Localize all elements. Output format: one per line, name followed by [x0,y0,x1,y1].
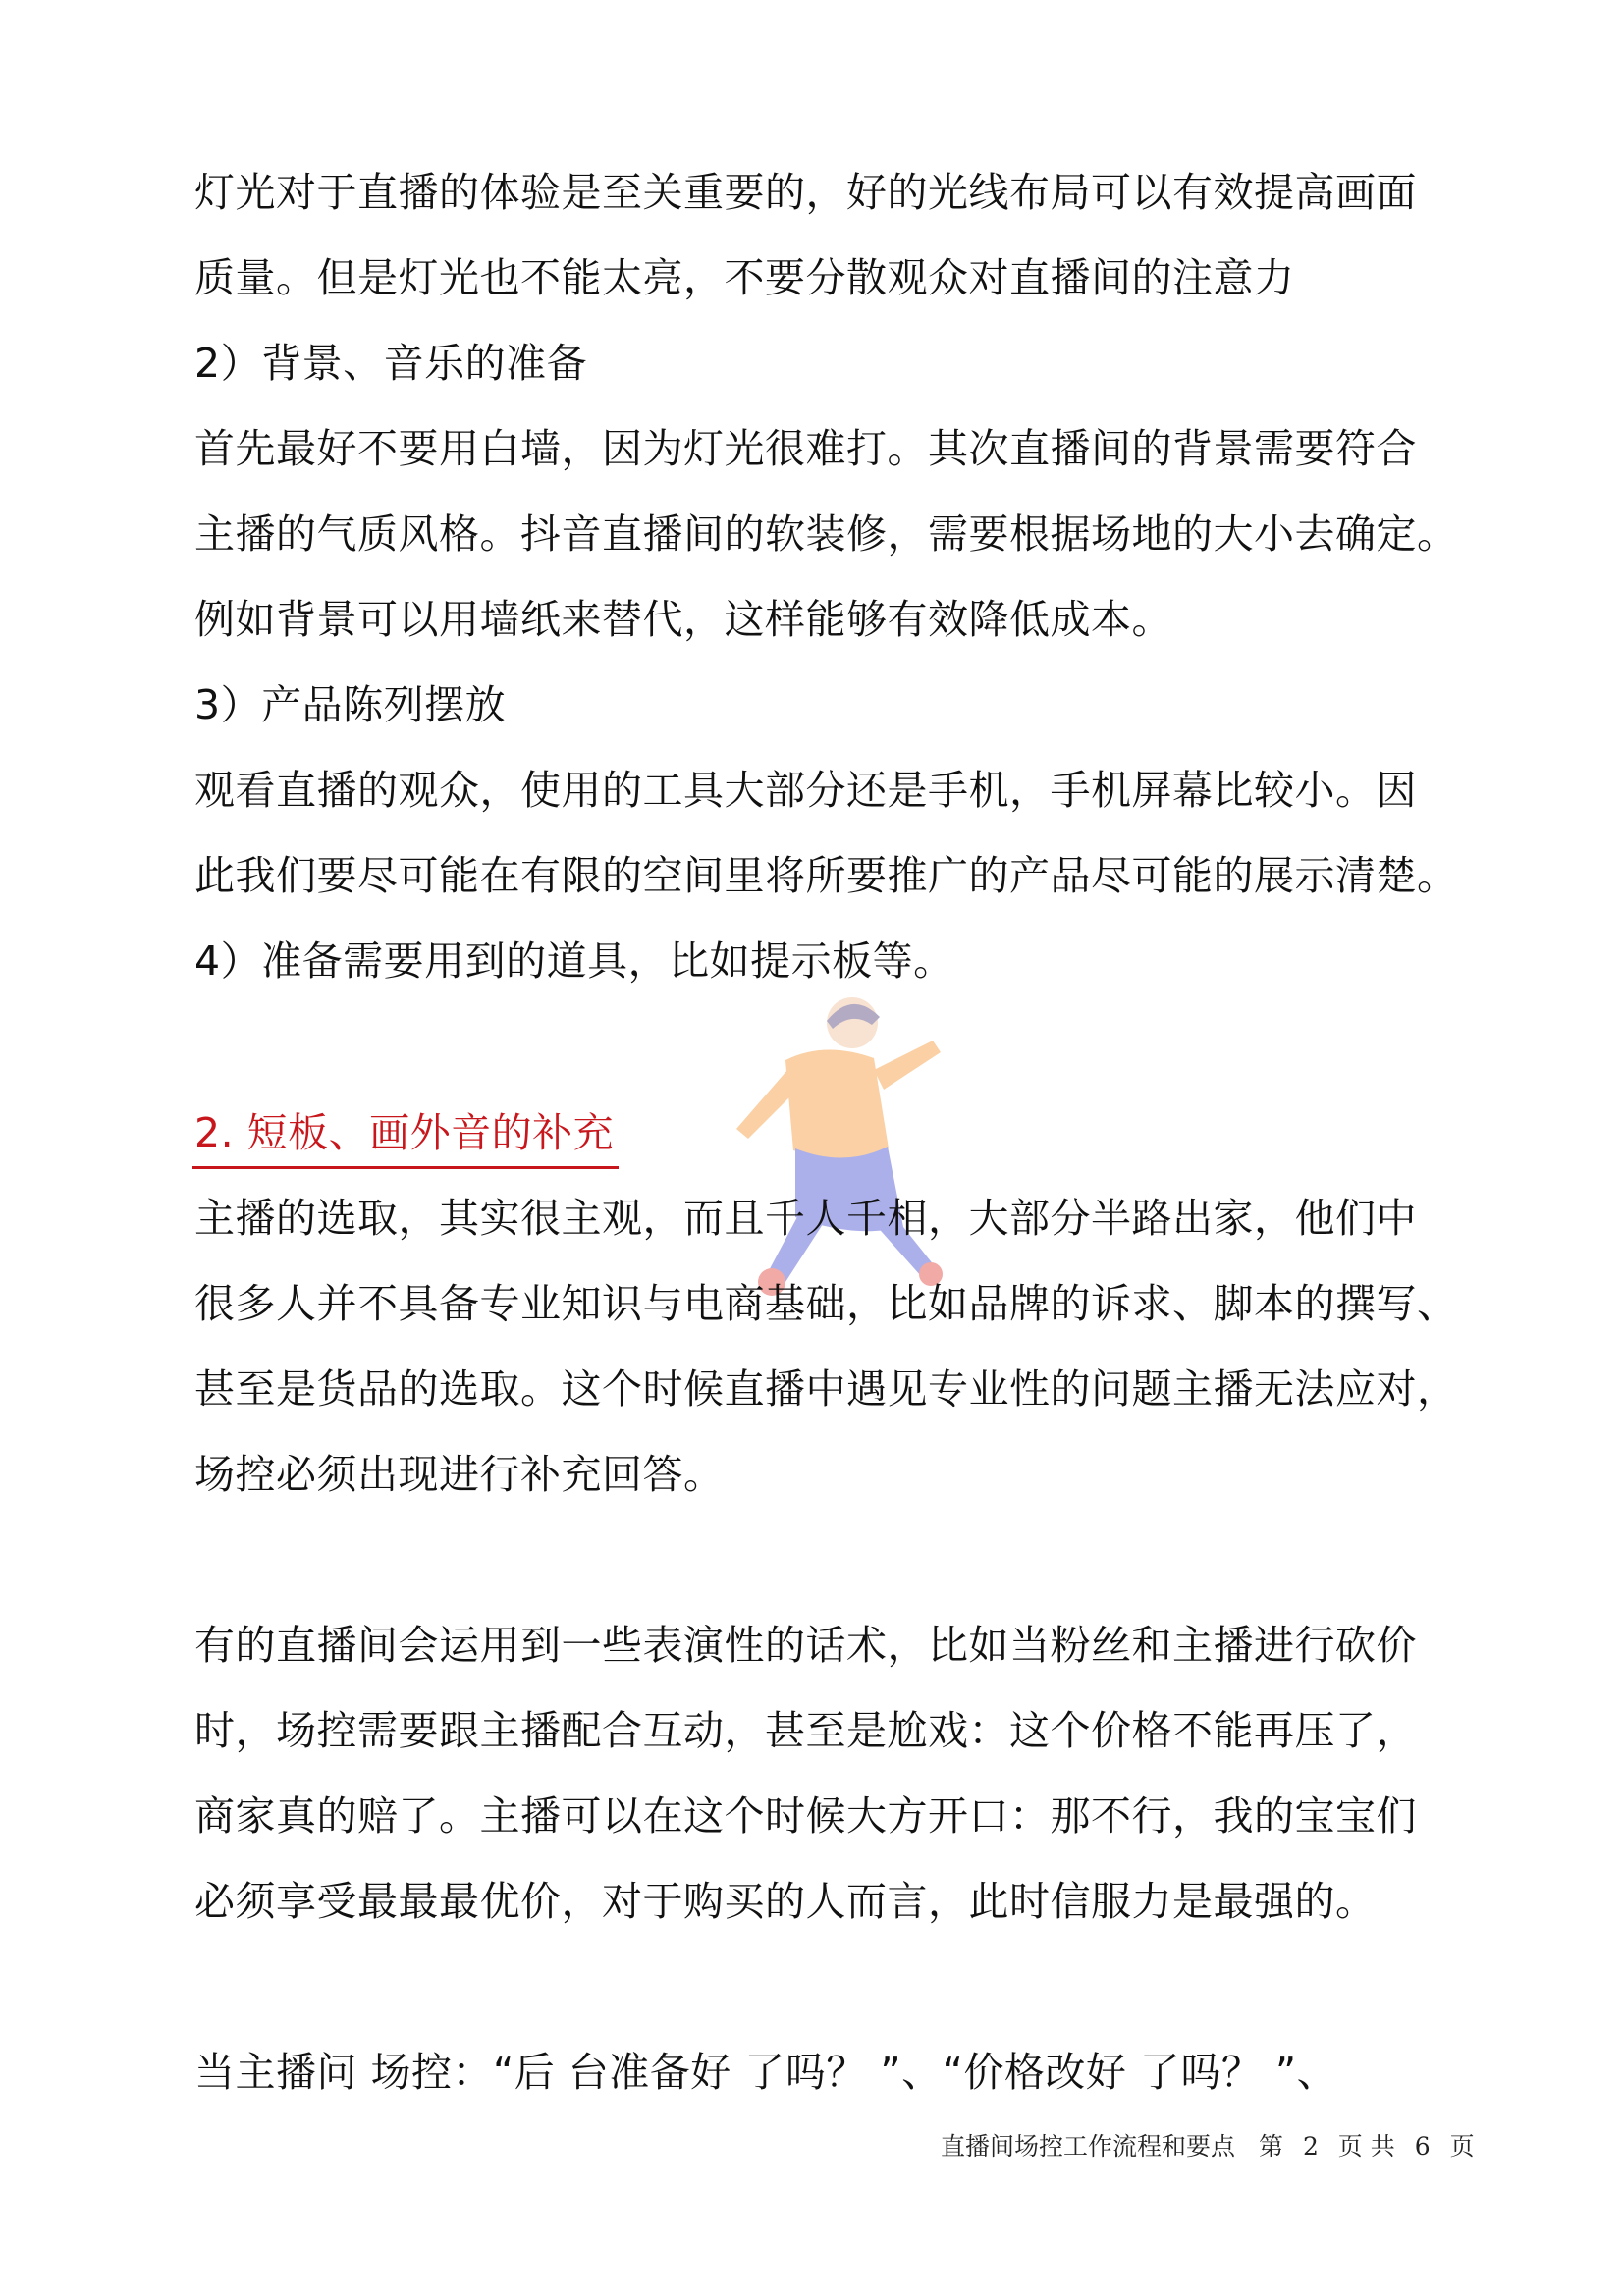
body-line-8: 观看直播的观众，使用的工具大部分还是手机，手机屏幕比较小。因 [194,767,1417,814]
section-line-1: 主播的选取，其实很主观，而且千人千相，大部分半路出家，他们中 [194,1195,1417,1242]
subheading-props: 4）准备需要用到的道具，比如提示板等。 [194,937,954,985]
section-line-4: 场控必须出现进行补充回答。 [194,1451,725,1498]
body-line-9: 此我们要尽可能在有限的空间里将所要推广的产品尽可能的展示清楚。 [194,852,1458,899]
section-heading: 2. 短板、画外音的补充 [194,1109,615,1156]
footer-total-pages: 6 [1414,2132,1431,2161]
paragraph3-line-1: 当主播问 场控：“后 台准备好 了吗？ ”、“价格改好 了吗？ ”、 [194,2049,1338,2096]
paragraph2-line-2: 时，场控需要跟主播配合互动，甚至是尬戏：这个价格不能再压了， [194,1707,1417,1754]
footer-page-mid: 页 共 [1337,2132,1395,2161]
section-line-3: 甚至是货品的选取。这个时候直播中遇见专业性的问题主播无法应对， [194,1365,1458,1413]
body-line-5: 主播的气质风格。抖音直播间的软装修，需要根据场地的大小去确定。 [194,510,1458,558]
paragraph2-line-1: 有的直播间会运用到一些表演性的话术，比如当粉丝和主播进行砍价 [194,1622,1417,1669]
page-footer [941,2130,1475,2163]
paragraph2-line-3: 商家真的赔了。主播可以在这个时候大方开口：那不行，我的宝宝们 [194,1792,1417,1840]
footer-page-suffix: 页 [1449,2132,1475,2161]
footer-doc-title: 直播间场控工作流程和要点 [941,2132,1236,2161]
subheading-product-display: 3）产品陈列摆放 [194,681,507,728]
body-line-4: 首先最好不要用白墙，因为灯光很难打。其次直播间的背景需要符合 [194,425,1417,472]
footer-page-number: 2 [1302,2132,1319,2161]
body-line-2: 质量。但是灯光也不能太亮，不要分散观众对直播间的注意力 [194,254,1295,301]
body-line-1: 灯光对于直播的体验是至关重要的，好的光线布局可以有效提高画面 [194,169,1417,216]
body-line-6: 例如背景可以用墙纸来替代，这样能够有效降低成本。 [194,596,1172,643]
section-line-2: 很多人并不具备专业知识与电商基础，比如品牌的诉求、脚本的撰写、 [194,1280,1458,1327]
paragraph2-line-4: 必须享受最最最优价，对于购买的人而言，此时信服力是最强的。 [194,1878,1377,1925]
section-heading-underline [192,1166,619,1169]
footer-page-prefix: 第 [1258,2132,1283,2161]
running-figure-watermark-icon [677,982,972,1306]
subheading-background-music: 2）背景、音乐的准备 [194,340,588,387]
